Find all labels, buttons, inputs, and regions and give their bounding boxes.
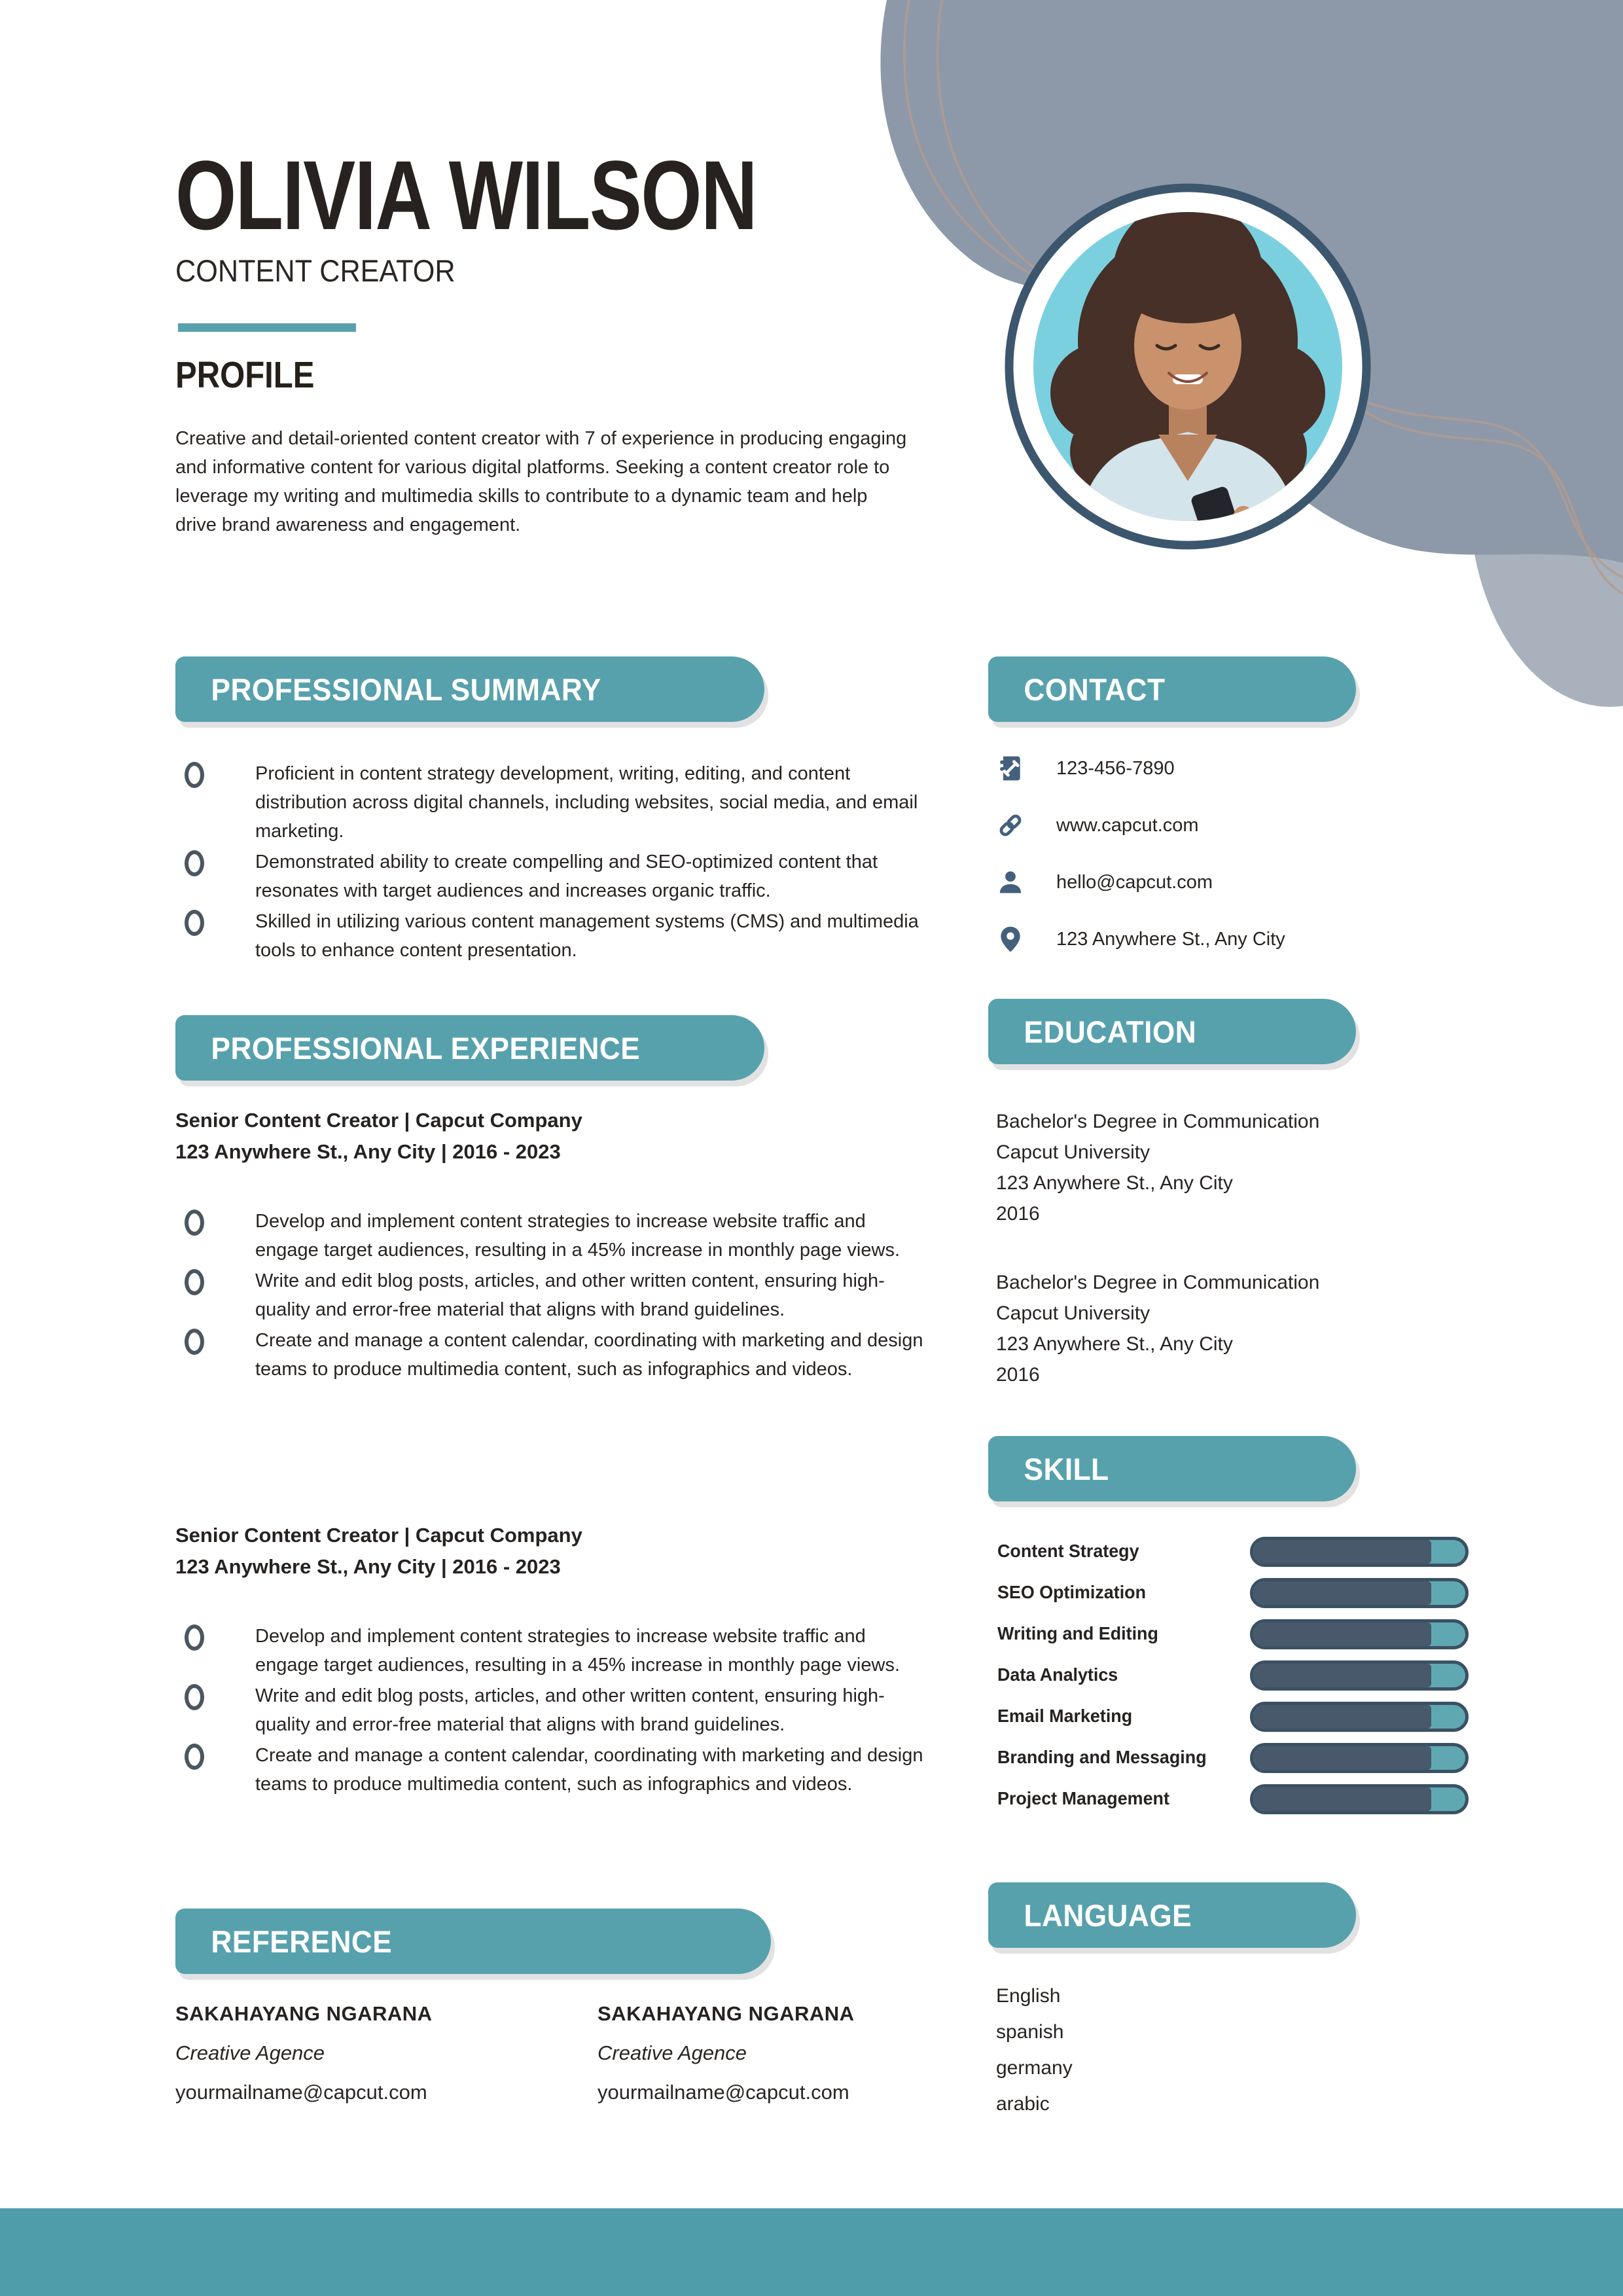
profile-photo <box>1009 188 1366 655</box>
professional-summary-list <box>175 759 928 967</box>
summary-bullet-text: Skilled in utilizing various content management systems (CMS) and multimedia tools to enhance content presentation. <box>255 911 919 961</box>
contact-band <box>988 656 1356 722</box>
ring-bullet-icon <box>185 1744 204 1770</box>
skill-bar-fill <box>1253 1787 1431 1811</box>
footer-band <box>0 2208 1623 2296</box>
job-entry-meta: 123 Anywhere St., Any City | 2016 - 2023 <box>175 1140 561 1163</box>
job-bullet-text: Create and manage a content calendar, coordinating with marketing and design teams to produce multimedia content, such as infographics and videos. <box>255 1330 923 1380</box>
page-title: OLIVIA WILSON <box>175 140 757 250</box>
reference-heading: REFERENCE <box>211 1924 393 1959</box>
reference-entry <box>597 2001 1020 2105</box>
skill-band <box>988 1436 1356 1501</box>
contact-value: hello@capcut.com <box>1056 871 1213 893</box>
ring-bullet-icon <box>185 1684 204 1710</box>
education-degree: Bachelor's Degree in Communication <box>996 1272 1320 1293</box>
job-bullet-text: Write and edit blog posts, articles, and other written content, ensuring high-quality and error-free material that aligns with brand guidelines. <box>255 1685 885 1735</box>
skill-bar-fill <box>1253 1664 1431 1687</box>
summary-bullet-text: Proficient in content strategy development, writing, editing, and content distribution across digital channels, including websites, social media, and email marketing. <box>255 763 918 842</box>
reference-company: Creative Agence <box>175 2041 325 2064</box>
contact-value: 123 Anywhere St., Any City <box>1056 928 1285 950</box>
education-school: Capcut University <box>996 1141 1150 1163</box>
profile-heading: PROFILE <box>175 354 315 396</box>
job-title: CONTENT CREATOR <box>175 253 455 288</box>
summary-bullet <box>175 848 928 905</box>
skill-label: Data Analytics <box>997 1664 1118 1685</box>
contact-row <box>996 754 1285 783</box>
skill-list <box>988 1535 1486 1824</box>
job-entry-title: Senior Content Creator | Capcut Company <box>175 1524 582 1547</box>
skill-label: Email Marketing <box>997 1706 1133 1726</box>
reference-name: SAKAHAYANG NGARANA <box>175 2002 433 2025</box>
contact-value: 123-456-7890 <box>1056 757 1175 779</box>
skill-row <box>988 1659 1486 1700</box>
skill-label: Writing and Editing <box>997 1623 1158 1643</box>
job-entry <box>175 1105 925 1386</box>
professional-experience-band <box>175 1015 764 1081</box>
contact-heading: CONTACT <box>1024 672 1166 707</box>
language-item: germany <box>996 2057 1073 2079</box>
skill-bar-fill <box>1253 1540 1431 1564</box>
skill-label: SEO Optimization <box>997 1582 1147 1602</box>
skill-row <box>988 1535 1486 1577</box>
education-degree: Bachelor's Degree in Communication <box>996 1111 1320 1132</box>
skill-bar <box>1250 1784 1469 1814</box>
ring-bullet-icon <box>185 1210 204 1236</box>
location-icon <box>996 925 1025 954</box>
job-entry-title: Senior Content Creator | Capcut Company <box>175 1109 582 1132</box>
skill-label: Content Strategy <box>997 1541 1139 1561</box>
skill-bar <box>1250 1702 1469 1732</box>
language-list <box>996 1978 1073 2122</box>
reference-company: Creative Agence <box>597 2041 747 2064</box>
job-bullet-list <box>175 1622 925 1799</box>
professional-experience-heading: PROFESSIONAL EXPERIENCE <box>211 1031 641 1066</box>
job-entry-meta: 123 Anywhere St., Any City | 2016 - 2023 <box>175 1555 561 1578</box>
phone-icon <box>996 754 1025 783</box>
skill-row <box>988 1783 1486 1824</box>
skill-label: Branding and Messaging <box>997 1747 1207 1767</box>
education-list <box>996 1106 1467 1428</box>
job-entry <box>175 1520 925 1801</box>
language-band <box>988 1882 1356 1948</box>
education-band <box>988 999 1356 1064</box>
title-underline <box>178 323 356 332</box>
reference-band <box>175 1909 771 1974</box>
skill-bar-fill <box>1253 1705 1431 1729</box>
language-item: spanish <box>996 2021 1064 2043</box>
skill-bar-fill <box>1253 1623 1431 1646</box>
profile-text: Creative and detail-oriented content creator with 7 of experience in producing engaging and informative content for various digital platforms. Seeking a content creator role to leverage my writing and multimedia skills to contribute to a dynamic team and help drive brand awareness and engagement. <box>175 428 907 535</box>
skill-bar-fill <box>1253 1746 1431 1770</box>
job-bullet-text: Create and manage a content calendar, coordinating with marketing and design teams to produce multimedia content, such as infographics and videos. <box>255 1745 923 1795</box>
job-bullet <box>175 1207 925 1265</box>
job-bullet <box>175 1681 925 1739</box>
education-entry <box>996 1106 1467 1229</box>
summary-bullet-text: Demonstrated ability to create compelling and SEO-optimized content that resonates with target audiences and increases organic traffic. <box>255 852 878 901</box>
reference-email: yourmailname@capcut.com <box>175 2081 427 2104</box>
professional-summary-heading: PROFESSIONAL SUMMARY <box>211 672 601 707</box>
job-bullet <box>175 1741 925 1799</box>
link-icon <box>996 811 1025 840</box>
person-icon <box>996 868 1025 897</box>
language-heading: LANGUAGE <box>1024 1898 1192 1933</box>
contact-row <box>996 811 1285 840</box>
job-bullet-text: Develop and implement content strategies to increase website traffic and engage target audiences, resulting in a 45% increase in monthly page views. <box>255 1626 900 1676</box>
ring-bullet-icon <box>185 850 204 876</box>
education-school: Capcut University <box>996 1302 1150 1324</box>
contact-value: www.capcut.com <box>1056 814 1199 836</box>
skill-bar <box>1250 1743 1469 1773</box>
language-item: arabic <box>996 2093 1050 2115</box>
skill-bar-fill <box>1253 1581 1431 1605</box>
education-year: 2016 <box>996 1203 1040 1225</box>
reference-name: SAKAHAYANG NGARANA <box>597 2002 855 2025</box>
ring-bullet-icon <box>185 1329 204 1355</box>
contact-row <box>996 925 1285 954</box>
ring-bullet-icon <box>185 1624 204 1651</box>
skill-bar <box>1250 1660 1469 1691</box>
education-entry <box>996 1267 1467 1390</box>
job-bullet-text: Write and edit blog posts, articles, and other written content, ensuring high-quality and error-free material that aligns with brand guidelines. <box>255 1270 885 1320</box>
reference-email: yourmailname@capcut.com <box>597 2081 849 2104</box>
ring-bullet-icon <box>185 762 204 788</box>
skill-row <box>988 1742 1486 1783</box>
professional-summary-band <box>175 656 764 722</box>
skill-row <box>988 1577 1486 1618</box>
job-bullet-list <box>175 1207 925 1384</box>
education-heading: EDUCATION <box>1024 1014 1197 1049</box>
job-bullet <box>175 1326 925 1384</box>
summary-bullet <box>175 759 928 846</box>
contact-list <box>996 754 1285 982</box>
skill-row <box>988 1618 1486 1659</box>
reference-entry <box>175 2001 597 2105</box>
reference-list <box>175 2001 1020 2105</box>
ring-bullet-icon <box>185 1269 204 1295</box>
education-year: 2016 <box>996 1364 1040 1386</box>
contact-row <box>996 868 1285 897</box>
skill-heading: SKILL <box>1024 1452 1109 1486</box>
top-right-decoration <box>851 0 1623 759</box>
education-address: 123 Anywhere St., Any City <box>996 1333 1233 1355</box>
skill-bar <box>1250 1619 1469 1649</box>
summary-bullet <box>175 907 928 965</box>
job-bullet <box>175 1266 925 1324</box>
ring-bullet-icon <box>185 910 204 936</box>
skill-bar <box>1250 1537 1469 1567</box>
language-item: English <box>996 1985 1061 2007</box>
job-bullet-text: Develop and implement content strategies to increase website traffic and engage target audiences, resulting in a 45% increase in monthly page views. <box>255 1211 900 1261</box>
skill-bar <box>1250 1578 1469 1608</box>
skill-row <box>988 1700 1486 1742</box>
skill-label: Project Management <box>997 1788 1169 1808</box>
job-bullet <box>175 1622 925 1679</box>
education-address: 123 Anywhere St., Any City <box>996 1172 1233 1194</box>
